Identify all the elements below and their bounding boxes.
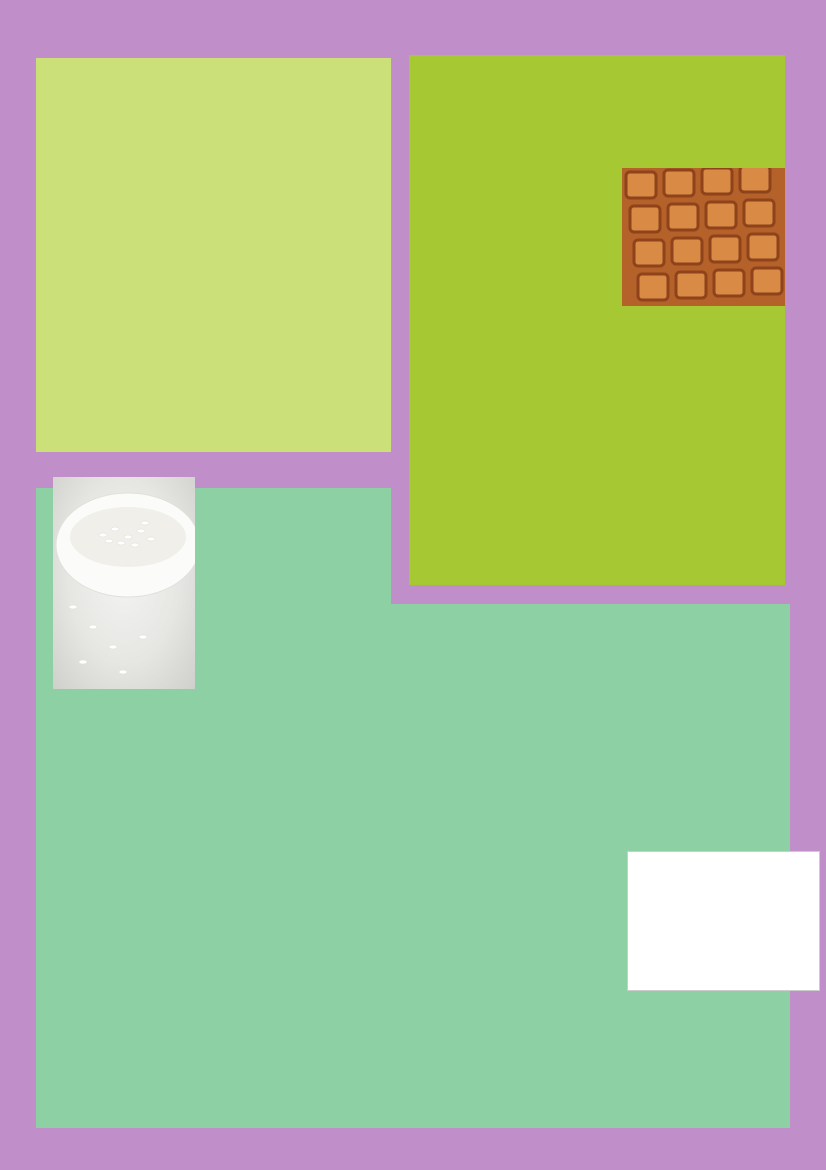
rice-bowl-graphic [53,477,195,689]
rice-bowl-photo [53,477,195,689]
layering-diagram [627,851,820,991]
buttermilk-waffle-card [409,55,785,585]
rainbow-right-column [421,612,781,630]
waffle-photo [622,168,785,306]
waffle-photo-graphic [622,168,785,306]
rainbow-left-column [49,714,389,732]
layering-diagram-graphic [628,852,821,992]
aval-author-line [46,90,381,108]
aval-mixture-card [36,58,391,452]
